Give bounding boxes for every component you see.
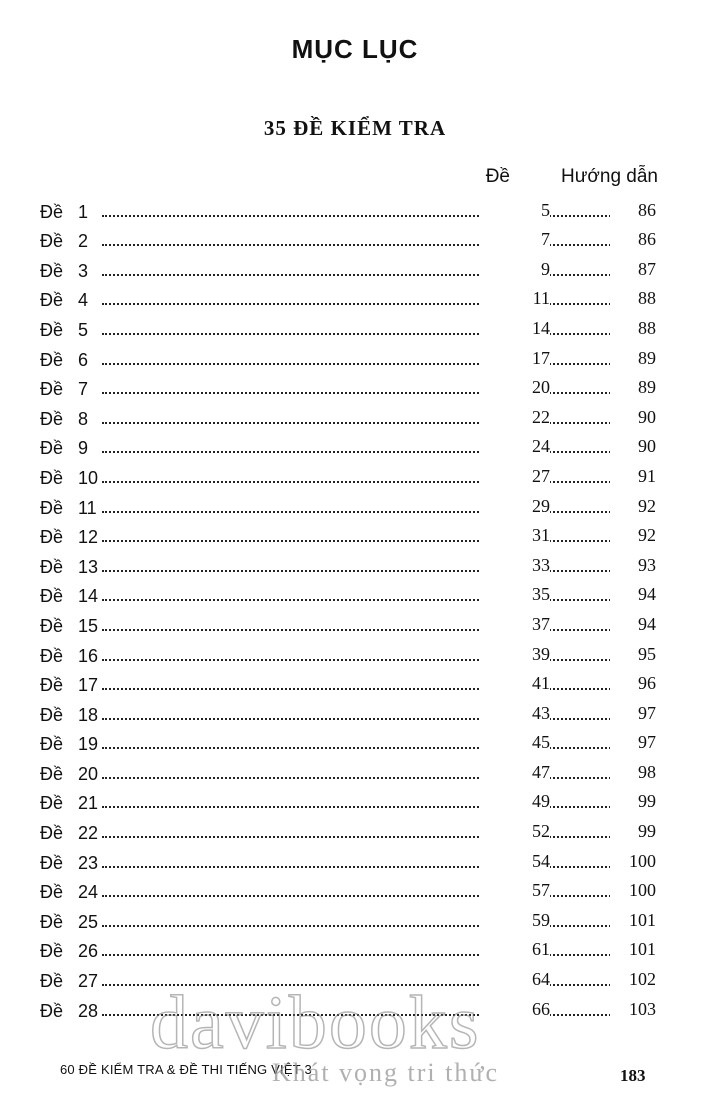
toc-row-huong-dan-page: 98	[610, 762, 656, 783]
toc-row-de-page: 66	[480, 999, 550, 1020]
toc-row-huong-dan-page: 90	[610, 407, 656, 428]
toc-row-de-page: 29	[480, 496, 550, 517]
toc-row-huong-dan-page: 94	[610, 584, 656, 605]
toc-row-number: 13	[78, 556, 99, 577]
toc-row-huong-dan-page: 96	[610, 673, 656, 694]
toc-row-number: 6	[78, 349, 89, 370]
toc-row-de-page: 37	[480, 614, 550, 635]
toc-row-huong-dan-page: 101	[610, 939, 656, 960]
toc-row-huong-dan-page: 86	[610, 200, 656, 221]
watermark-brand: davibooks	[150, 981, 481, 1065]
toc-row	[40, 785, 660, 815]
dot-leader	[102, 659, 502, 661]
toc-row-label: Đề	[40, 556, 64, 577]
toc-row-huong-dan-page: 88	[610, 288, 656, 309]
dot-leader	[102, 984, 502, 986]
page-title: MỤC LỤC	[291, 34, 419, 64]
dot-leader	[102, 629, 502, 631]
toc-row	[40, 311, 660, 341]
dot-leader	[102, 451, 502, 453]
toc-row-huong-dan-page: 93	[610, 555, 656, 576]
toc-row-number: 10	[78, 467, 99, 488]
toc-row-label: Đề	[40, 319, 64, 340]
toc-row-huong-dan-page: 97	[610, 703, 656, 724]
toc-row-huong-dan-page: 101	[610, 910, 656, 931]
toc-row-label: Đề	[40, 941, 64, 962]
section-subtitle: 35 ĐỀ KIỂM TRA	[263, 116, 447, 140]
footer-book-title: 60 ĐỀ KIỂM TRA & ĐỀ THI TIẾNG VIỆT 3	[60, 1062, 312, 1077]
dot-leader	[102, 954, 502, 956]
toc-row	[40, 371, 660, 401]
toc-row-label: Đề	[40, 793, 64, 814]
toc-row	[40, 755, 660, 785]
toc-row-label: Đề	[40, 882, 64, 903]
toc-row-label: Đề	[40, 231, 64, 252]
toc-row-label: Đề	[40, 586, 64, 607]
toc-row-de-page: 35	[480, 584, 550, 605]
toc-row-number: 11	[78, 497, 97, 518]
footer-page-number: 183	[620, 1066, 646, 1085]
dot-leader	[102, 570, 502, 572]
toc-row-huong-dan-page: 103	[610, 999, 656, 1020]
dot-leader	[102, 866, 502, 868]
toc-row	[40, 519, 660, 549]
toc-row-huong-dan-page: 89	[610, 377, 656, 398]
toc-row-number: 17	[78, 675, 99, 696]
toc-row-de-page: 59	[480, 910, 550, 931]
toc-row-de-page: 41	[480, 673, 550, 694]
toc-row-number: 20	[78, 763, 99, 784]
toc-row-label: Đề	[40, 438, 64, 459]
toc-row	[40, 637, 660, 667]
toc-row-de-page: 14	[480, 318, 550, 339]
toc-row-de-page: 5	[480, 200, 550, 221]
toc-row-de-page: 11	[480, 288, 550, 309]
toc-row-huong-dan-page: 88	[610, 318, 656, 339]
toc-row-huong-dan-page: 99	[610, 791, 656, 812]
dot-leader	[102, 895, 502, 897]
toc-row-number: 24	[78, 882, 99, 903]
toc-row-number: 27	[78, 971, 99, 992]
toc-row	[40, 341, 660, 371]
toc-row-number: 1	[78, 201, 89, 222]
toc-row-de-page: 9	[480, 259, 550, 280]
toc-row-label: Đề	[40, 290, 64, 311]
toc-row-huong-dan-page: 86	[610, 229, 656, 250]
toc-row-number: 2	[78, 231, 89, 252]
toc-row	[40, 696, 660, 726]
toc-row-huong-dan-page: 100	[610, 880, 656, 901]
toc-row-number: 26	[78, 941, 99, 962]
toc-row-label: Đề	[40, 734, 64, 755]
toc-row-de-page: 61	[480, 939, 550, 960]
toc-row-label: Đề	[40, 823, 64, 844]
dot-leader	[102, 392, 502, 394]
toc-row-number: 8	[78, 408, 89, 429]
toc-row-de-page: 43	[480, 703, 550, 724]
toc-row	[40, 726, 660, 756]
toc-row-label: Đề	[40, 497, 64, 518]
toc-row	[40, 844, 660, 874]
toc-row	[40, 282, 660, 312]
toc-row-de-page: 20	[480, 377, 550, 398]
dot-leader	[102, 215, 502, 217]
toc-row-de-page: 33	[480, 555, 550, 576]
toc-row-number: 18	[78, 704, 99, 725]
toc-row-de-page: 31	[480, 525, 550, 546]
toc-row-de-page: 39	[480, 644, 550, 665]
toc-row-number: 7	[78, 379, 89, 400]
toc-row-huong-dan-page: 94	[610, 614, 656, 635]
toc-row-label: Đề	[40, 527, 64, 548]
toc-row-huong-dan-page: 89	[610, 348, 656, 369]
toc-row-huong-dan-page: 102	[610, 969, 656, 990]
toc-row-huong-dan-page: 99	[610, 821, 656, 842]
dot-leader	[102, 718, 502, 720]
toc-row	[40, 933, 660, 963]
toc-row	[40, 430, 660, 460]
toc-row-label: Đề	[40, 615, 64, 636]
toc-row-number: 22	[78, 823, 99, 844]
toc-row-de-page: 27	[480, 466, 550, 487]
toc-row-label: Đề	[40, 852, 64, 873]
toc-row-label: Đề	[40, 349, 64, 370]
toc-row-de-page: 47	[480, 762, 550, 783]
toc-row-number: 16	[78, 645, 99, 666]
dot-leader	[102, 303, 502, 305]
toc-row	[40, 400, 660, 430]
toc-row-label: Đề	[40, 201, 64, 222]
toc-row-number: 3	[78, 260, 89, 281]
dot-leader	[102, 540, 502, 542]
toc-row	[40, 903, 660, 933]
column-header-de: Đề	[485, 166, 510, 187]
toc-row	[40, 193, 660, 223]
toc-row	[40, 459, 660, 489]
toc-row-huong-dan-page: 95	[610, 644, 656, 665]
toc-row-label: Đề	[40, 379, 64, 400]
toc-row-number: 4	[78, 290, 89, 311]
toc-row	[40, 962, 660, 992]
toc-row	[40, 578, 660, 608]
dot-leader	[102, 836, 502, 838]
toc-row-label: Đề	[40, 675, 64, 696]
dot-leader	[102, 422, 502, 424]
toc-row-huong-dan-page: 92	[610, 525, 656, 546]
toc-row	[40, 992, 660, 1022]
dot-leader	[102, 747, 502, 749]
dot-leader	[102, 274, 502, 276]
dot-leader	[102, 244, 502, 246]
toc-row-de-page: 64	[480, 969, 550, 990]
toc-row-label: Đề	[40, 408, 64, 429]
toc-row-label: Đề	[40, 911, 64, 932]
toc-row-number: 15	[78, 615, 99, 636]
toc-row-label: Đề	[40, 704, 64, 725]
toc-row-huong-dan-page: 90	[610, 436, 656, 457]
toc-row-de-page: 7	[480, 229, 550, 250]
toc-row-huong-dan-page: 100	[610, 851, 656, 872]
dot-leader	[102, 599, 502, 601]
toc-row-de-page: 45	[480, 732, 550, 753]
toc-row	[40, 489, 660, 519]
toc-row-number: 28	[78, 1000, 99, 1021]
toc-list	[40, 193, 660, 1022]
watermark-slogan: Khát vọng tri thức	[272, 1058, 500, 1087]
toc-row-number: 25	[78, 911, 99, 932]
toc-row-de-page: 57	[480, 880, 550, 901]
toc-row-de-page: 49	[480, 791, 550, 812]
toc-row-de-page: 52	[480, 821, 550, 842]
dot-leader	[102, 688, 502, 690]
toc-row-de-page: 17	[480, 348, 550, 369]
toc-row-label: Đề	[40, 971, 64, 992]
toc-row-number: 12	[78, 527, 99, 548]
toc-row	[40, 667, 660, 697]
toc-row-de-page: 22	[480, 407, 550, 428]
toc-row	[40, 814, 660, 844]
toc-row-huong-dan-page: 97	[610, 732, 656, 753]
dot-leader	[102, 806, 502, 808]
toc-row-number: 23	[78, 852, 99, 873]
toc-row	[40, 223, 660, 253]
toc-row-huong-dan-page: 91	[610, 466, 656, 487]
dot-leader	[102, 1014, 502, 1016]
toc-row-label: Đề	[40, 260, 64, 281]
toc-row-de-page: 24	[480, 436, 550, 457]
toc-row-label: Đề	[40, 763, 64, 784]
toc-row-number: 14	[78, 586, 99, 607]
toc-row-label: Đề	[40, 645, 64, 666]
toc-row-number: 5	[78, 319, 89, 340]
toc-row	[40, 252, 660, 282]
dot-leader	[102, 333, 502, 335]
toc-row	[40, 548, 660, 578]
toc-row-label: Đề	[40, 1000, 64, 1021]
toc-row-number: 9	[78, 438, 89, 459]
dot-leader	[102, 511, 502, 513]
toc-row-number: 19	[78, 734, 99, 755]
toc-row-label: Đề	[40, 467, 64, 488]
dot-leader	[102, 363, 502, 365]
dot-leader	[102, 777, 502, 779]
dot-leader	[102, 481, 502, 483]
toc-row-number: 21	[78, 793, 99, 814]
toc-row	[40, 874, 660, 904]
toc-row-huong-dan-page: 92	[610, 496, 656, 517]
dot-leader	[102, 925, 502, 927]
toc-row	[40, 607, 660, 637]
toc-row-huong-dan-page: 87	[610, 259, 656, 280]
toc-row-de-page: 54	[480, 851, 550, 872]
column-header-huong-dan: Hướng dẫn	[560, 166, 658, 187]
